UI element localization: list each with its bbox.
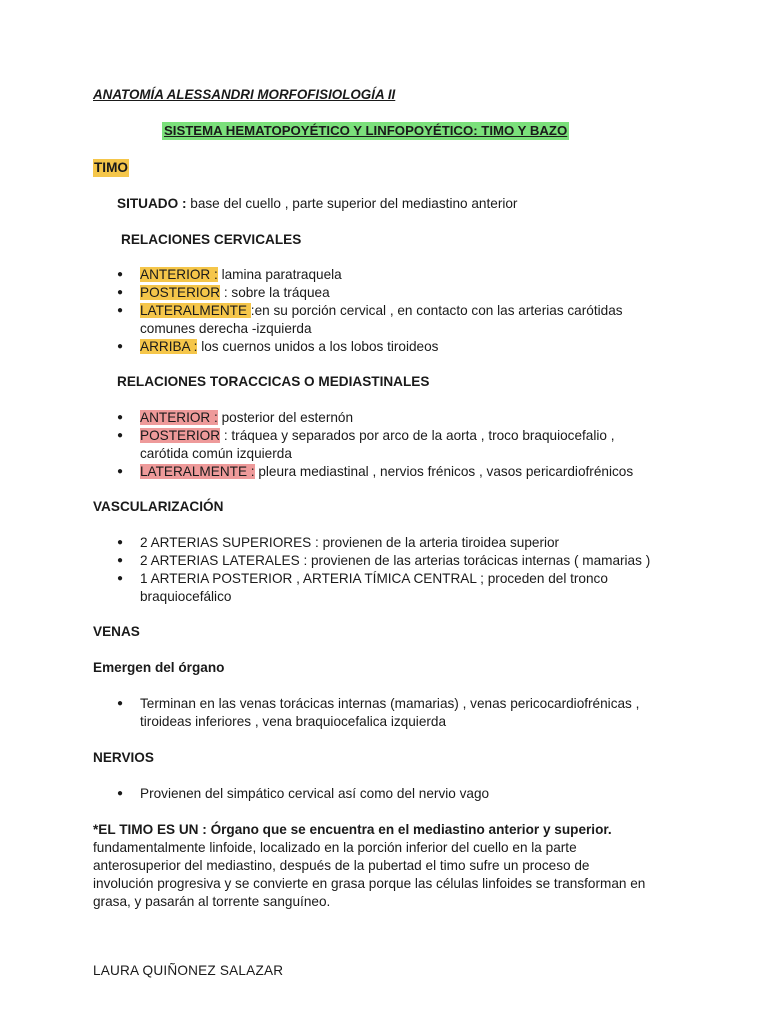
- situado-text: base del cuello , parte superior del mediastino anterior: [186, 196, 518, 211]
- bullet: ●: [117, 305, 124, 316]
- section-heading-venas: VENAS: [93, 624, 140, 639]
- relation-label: ANTERIOR :: [140, 267, 218, 282]
- note-line: fundamentalmente linfoide, localizado en la porción inferior del cuello en la parte: [93, 840, 577, 855]
- toracicas-heading: RELACIONES TORACCICAS O MEDIASTINALES: [117, 374, 430, 389]
- list-item: 2 ARTERIAS LATERALES : provienen de las arterias torácicas internas ( mamarias ): [140, 553, 651, 568]
- bullet: ●: [117, 269, 124, 280]
- bullet: ●: [117, 555, 124, 566]
- note-bold-line: *EL TIMO ES UN : Órgano que se encuentra en el mediastino anterior y superior.: [93, 822, 612, 837]
- situado-line: [117, 195, 517, 213]
- cervicales-heading: RELACIONES CERVICALES: [121, 232, 302, 247]
- footer-author: LAURA QUIÑONEZ SALAZAR: [93, 963, 284, 978]
- relation-label: LATERALMENTE: [140, 303, 251, 318]
- bullet: ●: [117, 430, 124, 441]
- bullet: ●: [117, 698, 124, 709]
- bullet: ●: [117, 412, 124, 423]
- bullet: ●: [117, 788, 124, 799]
- list-item-continuation: carótida común izquierda: [140, 446, 292, 461]
- note-line: involución progresiva y se convierte en grasa porque las células linfoides se transforman en: [93, 876, 646, 891]
- relation-text: pleura mediastinal , nervios frénicos , vasos pericardiofrénicos: [254, 464, 634, 479]
- bullet: ●: [117, 466, 124, 477]
- relation-label: POSTERIOR: [140, 428, 221, 443]
- note-line: grasa, y pasarán al torrente sanguíneo.: [93, 894, 331, 909]
- bullet: ●: [117, 573, 124, 584]
- relation-text: : sobre la tráquea: [220, 285, 330, 300]
- note-line: anterosuperior del mediastino, después de la pubertad el timo sufre un proceso de: [93, 858, 590, 873]
- list-item: [140, 284, 330, 302]
- list-item: [140, 409, 353, 427]
- situado-label: SITUADO :: [117, 196, 187, 211]
- list-item-continuation: tiroideas inferiores , vena braquiocefalica izquierda: [140, 714, 447, 729]
- list-item: 2 ARTERIAS SUPERIORES : provienen de la arteria tiroidea superior: [140, 535, 560, 550]
- list-item: Terminan en las venas torácicas internas (mamarias) , venas pericocardiofrénicas ,: [140, 696, 640, 711]
- relation-label: POSTERIOR: [140, 285, 221, 300]
- list-item-continuation: comunes derecha -izquierda: [140, 321, 312, 336]
- relation-label: ARRIBA :: [140, 339, 198, 354]
- list-item-continuation: braquiocefálico: [140, 589, 232, 604]
- section-heading-timo: TIMO: [94, 160, 128, 175]
- course-title: ANATOMÍA ALESSANDRI MORFOFISIOLOGÍA II: [93, 87, 396, 102]
- list-item: [140, 463, 633, 481]
- relation-text: : tráquea y separados por arco de la aorta , troco braquiocefalio ,: [220, 428, 615, 443]
- bullet: ●: [117, 341, 124, 352]
- relation-label: ANTERIOR :: [140, 410, 218, 425]
- relation-label: LATERALMENTE :: [140, 464, 255, 479]
- list-item: [140, 302, 623, 320]
- list-item: [140, 266, 342, 284]
- relation-text: posterior del esternón: [217, 410, 354, 425]
- section-heading-nervios: NERVIOS: [93, 750, 154, 765]
- relation-text: :en su porción cervical , en contacto con las arterias carótidas: [250, 303, 623, 318]
- list-item: 1 ARTERIA POSTERIOR , ARTERIA TÍMICA CENTRAL ; proceden del tronco: [140, 571, 608, 586]
- bullet: ●: [117, 287, 124, 298]
- bullet: ●: [117, 537, 124, 548]
- relation-text: lamina paratraquela: [217, 267, 342, 282]
- list-item: Provienen del simpático cervical así como del nervio vago: [140, 786, 490, 801]
- section-heading-vascularizacion: VASCULARIZACIÓN: [93, 499, 224, 514]
- list-item: [140, 427, 615, 445]
- venas-subheading: Emergen del órgano: [93, 660, 225, 675]
- document-subtitle: SISTEMA HEMATOPOYÉTICO Y LINFOPOYÉTICO: TIMO Y BAZO: [164, 123, 568, 138]
- list-item: [140, 338, 438, 356]
- relation-text: los cuernos unidos a los lobos tiroideos: [197, 339, 439, 354]
